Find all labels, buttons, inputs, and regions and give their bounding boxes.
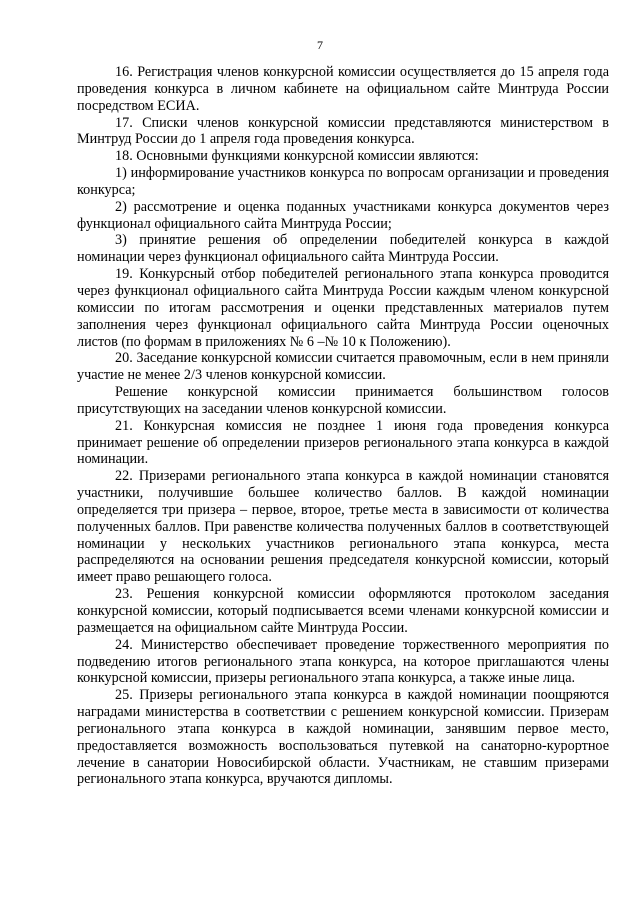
list-item-function-3: 3) принятие решения об определении победителей конкурса в каждой номинации через функционал официального сайта Минтруда России. (77, 232, 609, 266)
paragraph-19-selection: 19. Конкурсный отбор победителей регионального этапа конкурса проводится через функционал официального сайта Минтруда России каждым членом конкурсной комиссии по итогам рассмотрения и оценки представленных материалов путем заполнения через функционал официального сайта Минтруда России оценочных листов (по формам в приложениях № 6 –№ 10 к Положению). (77, 266, 609, 350)
page-number: 7 (317, 38, 323, 52)
paragraph-21-deadline: 21. Конкурсная комиссия не позднее 1 июня года проведения конкурса принимает решение об определении призеров регионального этапа конкурса в каждой номинации. (77, 417, 609, 468)
paragraph-23-protocol: 23. Решения конкурсной комиссии оформляются протоколом заседания конкурсной комиссии, который подписывается всеми членами конкурсной комиссии и размещается на официальном сайте Минтруда России. (77, 586, 609, 636)
paragraph-25-awards: 25. Призеры регионального этапа конкурса в каждой номинации поощряются наградами министерства в соответствии с решением конкурсной комиссии. Призерам регионального этапа конкурса в каждой номинации, занявшим первое место, предоставляется возможность воспользоваться путевкой на санаторно-курортное лечение в санатории Новосибирской области. Участникам, не ставшим призерами регионального этапа конкурса, вручаются дипломы. (77, 687, 609, 788)
paragraph-24-ceremony: 24. Министерство обеспечивает проведение торжественного мероприятия по подведению итогов регионального этапа конкурса, на которое приглашаются члены конкурсной комиссии, призеры регионального этапа конкурса, а также иные лица. (77, 636, 609, 687)
list-item-function-2: 2) рассмотрение и оценка поданных участниками конкурса документов через функционал официального сайта Минтруда России; (77, 198, 609, 232)
paragraph-20-decision: Решение конкурсной комиссии принимается большинством голосов присутствующих на заседании членов конкурсной комиссии. (77, 384, 609, 417)
paragraph-22-winners: 22. Призерами регионального этапа конкурса в каждой номинации становятся участники, получившие большее количество баллов. В каждой номинации определяется три призера – первое, второе, третье места в зависимости от количества полученных баллов. При равенстве количества полученных баллов в соответствующей номинации у нескольких участников регионального этапа конкурса, места распределяются на основании решения председателя конкурсной комиссии, который имеет право решающего голоса. (77, 468, 609, 586)
paragraph-20-quorum: 20. Заседание конкурсной комиссии считается правомочным, если в нем приняли участие не менее 2/3 членов конкурсной комиссии. (77, 350, 609, 384)
document-body (77, 64, 609, 788)
paragraph-17-member-lists: 17. Списки членов конкурсной комиссии представляются министерством в Минтруд России до 1 апреля года проведения конкурса. (77, 114, 609, 148)
paragraph-16-registration: 16. Регистрация членов конкурсной комиссии осуществляется до 15 апреля года проведения конкурса в личном кабинете на официальном сайте Минтруда России посредством ЕСИА. (77, 64, 609, 114)
paragraph-18-functions: 18. Основными функциями конкурсной комиссии являются: (115, 148, 479, 165)
list-item-function-1: 1) информирование участников конкурса по вопросам организации и проведения конкурса; (77, 165, 609, 198)
